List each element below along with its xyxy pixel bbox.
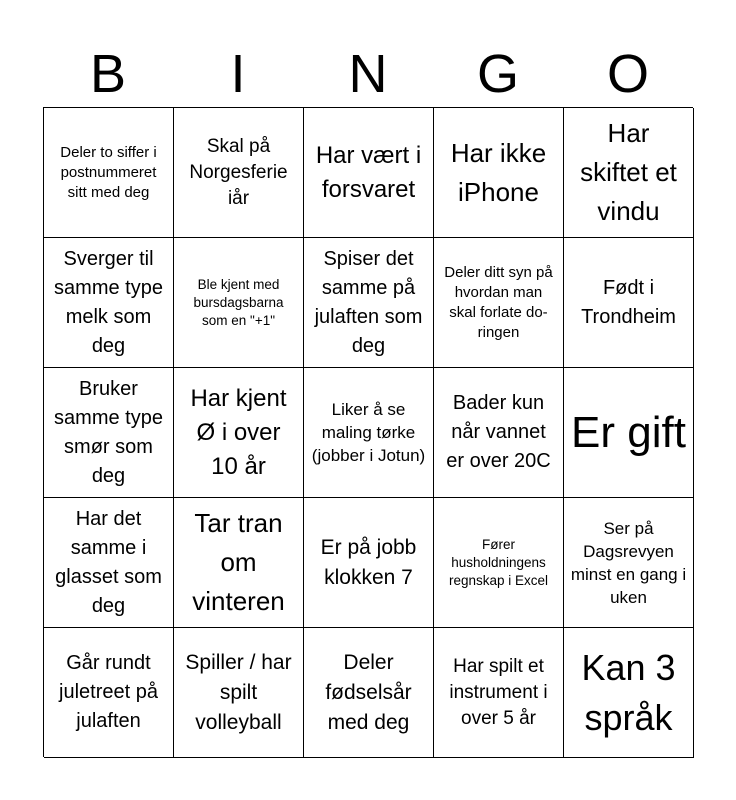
bingo-header: [43, 40, 693, 108]
bingo-cell-text: Ble kjent med bursdagsbarna som en "+1": [193, 276, 284, 328]
bingo-cell-text: Skal på Norgesferie iår: [189, 135, 288, 209]
bingo-cell-text: Kan 3 språk: [581, 646, 676, 738]
bingo-cell-r4-c4[interactable]: [434, 498, 564, 628]
bingo-cell-text: Har kjent Ø i over 10 år: [190, 384, 287, 480]
bingo-cell-text: Er gift: [571, 407, 686, 457]
bingo-cell-text: Har det samme i glasset som deg: [55, 507, 162, 617]
bingo-cell-text: Har vært i forsvaret: [315, 141, 422, 203]
bingo-cell-r5-c2[interactable]: [174, 628, 304, 758]
bingo-cell-r1-c1[interactable]: [44, 108, 174, 238]
bingo-cell-r2-c4[interactable]: [434, 238, 564, 368]
bingo-cell-r1-c5[interactable]: [564, 108, 694, 238]
bingo-cell-text: Deler to siffer i postnummeret sitt med deg: [60, 143, 157, 201]
bingo-cell-r1-c2[interactable]: [174, 108, 304, 238]
bingo-cell-r3-c4[interactable]: [434, 368, 564, 498]
bingo-cell-r2-c1[interactable]: [44, 238, 174, 368]
bingo-cell-text: Bader kun når vannet er over 20C: [446, 392, 551, 472]
bingo-cell-text: Bruker samme type smør som deg: [54, 377, 163, 487]
bingo-cell-text: Spiller / har spilt volleyball: [185, 650, 292, 734]
bingo-cell-text: Sverger til samme type melk som deg: [54, 247, 163, 357]
bingo-cell-text: Deler fødselsår med deg: [325, 650, 412, 734]
bingo-cell-r5-c4[interactable]: [434, 628, 564, 758]
bingo-cell-r3-c3[interactable]: [304, 368, 434, 498]
bingo-cell-r5-c3[interactable]: [304, 628, 434, 758]
header-letter-o: O: [606, 44, 649, 104]
bingo-cell-r1-c3[interactable]: [304, 108, 434, 238]
header-letter-b: B: [89, 44, 127, 104]
bingo-cell-text: Er på jobb klokken 7: [320, 535, 417, 589]
header-letter-i: I: [230, 44, 246, 104]
bingo-cell-r4-c1[interactable]: [44, 498, 174, 628]
bingo-cell-r1-c4[interactable]: [434, 108, 564, 238]
header-letter-g: G: [476, 44, 519, 104]
bingo-cell-r2-c2[interactable]: [174, 238, 304, 368]
bingo-cell-r4-c2[interactable]: [174, 498, 304, 628]
bingo-cell-text: Deler ditt syn på hvordan man skal forlate do-ringen: [444, 263, 553, 341]
bingo-cell-text: Går rundt juletreet på julaften: [59, 652, 158, 732]
bingo-cell-text: Liker å se maling tørke (jobber i Jotun): [311, 400, 426, 465]
bingo-cell-r3-c2[interactable]: [174, 368, 304, 498]
bingo-grid: [43, 107, 693, 757]
bingo-cell-r4-c3[interactable]: [304, 498, 434, 628]
bingo-cell-r3-c1[interactable]: [44, 368, 174, 498]
bingo-cell-text: Har spilt et instrument i over 5 år: [449, 655, 548, 729]
bingo-cell-r5-c5[interactable]: [564, 628, 694, 758]
bingo-cell-r2-c3[interactable]: [304, 238, 434, 368]
bingo-cell-text: Har skiftet et vindu: [580, 118, 677, 226]
bingo-cell-text: Har ikke iPhone: [450, 137, 547, 207]
header-letter-n: N: [348, 44, 388, 104]
bingo-cell-r4-c5[interactable]: [564, 498, 694, 628]
bingo-cell-r5-c1[interactable]: [44, 628, 174, 758]
bingo-cell-text: Spiser det samme på julaften som deg: [314, 247, 423, 357]
bingo-cell-r3-c5[interactable]: [564, 368, 694, 498]
bingo-cell-text: Fører husholdningens regnskap i Excel: [448, 536, 549, 588]
bingo-cell-text: Født i Trondheim: [581, 276, 676, 328]
bingo-cell-r2-c5[interactable]: [564, 238, 694, 368]
bingo-cell-text: Tar tran om vinteren: [192, 508, 285, 616]
bingo-cell-text: Ser på Dagsrevyen minst en gang i uken: [570, 518, 687, 607]
